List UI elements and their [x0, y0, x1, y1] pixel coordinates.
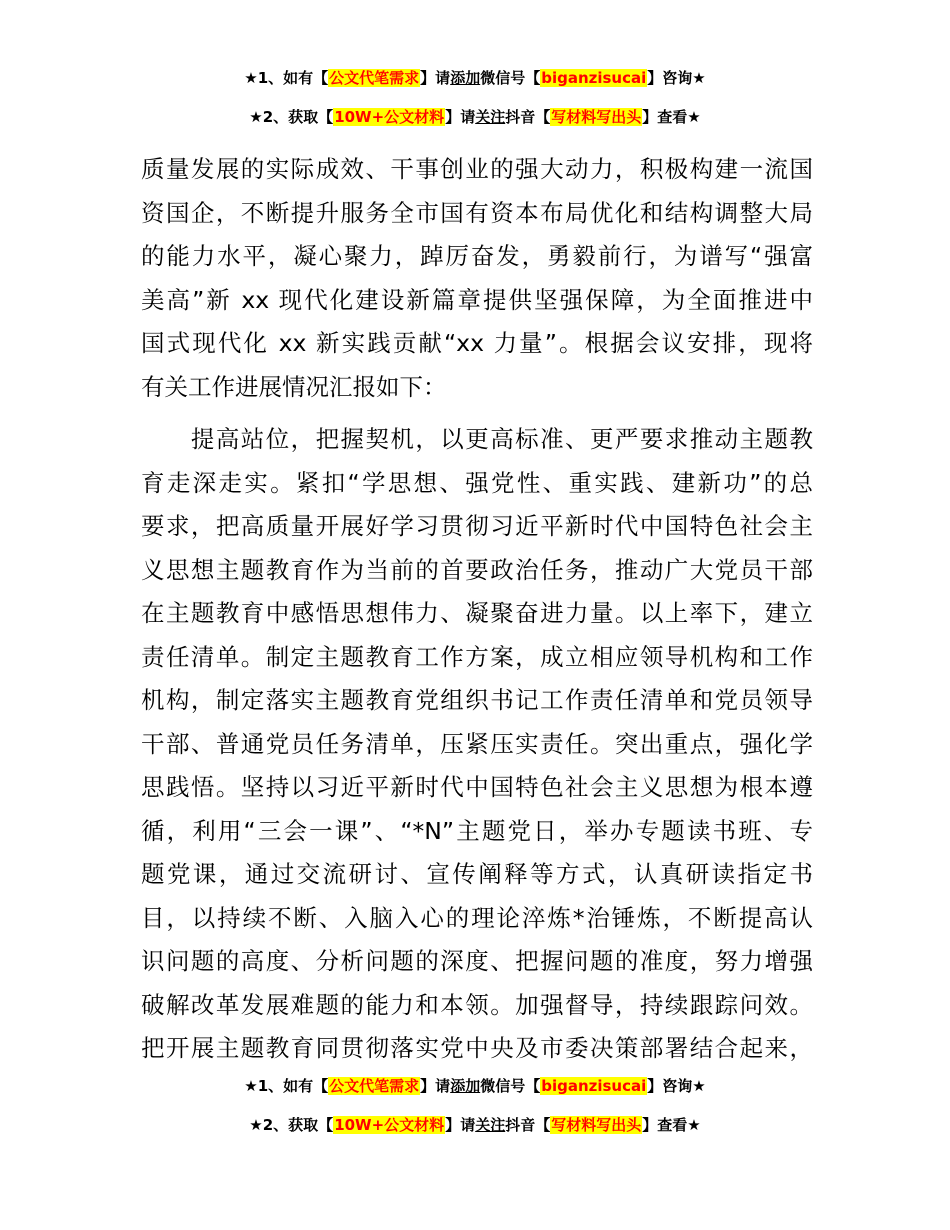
text-line: 责任清单。制定主题教育工作方案，成立相应领导机构和工作: [141, 642, 813, 671]
text-line: 在主题教育中感悟思想伟力、凝聚奋进力量。以上率下，建立: [141, 599, 813, 627]
promo-highlight-wechat-id: biganzisucai: [541, 1077, 647, 1095]
text-line: 质量发展的实际成效、干事创业的强大动力，积极构建一流国: [141, 155, 813, 183]
text-line: 循，利用“三会一课”、“*N”主题党日，举办专题读书班、专: [141, 816, 813, 845]
promo-highlight-materials: 10W+公文材料: [334, 1116, 445, 1134]
text-line: 有关工作进展情况汇报如下：: [141, 372, 447, 401]
text-line: 的能力水平，凝心聚力，踔厉奋发，勇毅前行，为谱写“强富: [141, 242, 813, 270]
promo-text: 抖音【: [505, 1116, 551, 1134]
text-line: 育走深走实。紧扣“学思想、强党性、重实践、建新功”的总: [141, 468, 813, 497]
header-promo-line-1: [0, 67, 950, 89]
text-line: 破解改革发展难题的能力和本领。加强督导，持续跟踪问效。: [141, 990, 813, 1019]
promo-text: 】请: [420, 1077, 451, 1095]
text-line: 美高”新 xx 现代化建设新篇章提供坚强保障，为全面推进中: [141, 285, 813, 314]
promo-prefix: ★1、如有【: [244, 69, 329, 87]
text-line: 提高站位，把握契机，以更高标准、更严要求推动主题教: [141, 425, 813, 453]
promo-underlined-text: 添加: [450, 1077, 481, 1095]
body-paragraph-2: [141, 418, 813, 1071]
promo-text: 抖音【: [505, 108, 551, 126]
promo-suffix: 】咨询★: [647, 1077, 706, 1095]
promo-suffix: 】查看★: [642, 108, 701, 126]
promo-suffix: 】查看★: [642, 1116, 701, 1134]
text-line: 要求，把高质量开展好学习贯彻习近平新时代中国特色社会主: [141, 512, 813, 540]
promo-text: 】请: [445, 1116, 476, 1134]
text-line: 义思想主题教育作为当前的首要政治任务，推动广大党员干部: [141, 555, 813, 584]
text-line: 干部、普通党员任务清单，压紧压实责任。突出重点，强化学: [141, 729, 813, 758]
promo-text: 】请: [445, 108, 476, 126]
promo-highlight-service: 公文代笔需求: [329, 69, 420, 87]
promo-underlined-text: 关注: [475, 108, 506, 126]
promo-prefix: ★2、获取【: [249, 1116, 334, 1134]
promo-underlined-text: 关注: [475, 1116, 506, 1134]
text-line: 目，以持续不断、入脑入心的理论淬炼*治锤炼，不断提高认: [141, 903, 813, 932]
text-line: 识问题的高度、分析问题的深度、把握问题的准度，努力增强: [141, 947, 813, 975]
footer-promo-line-2: [0, 1114, 950, 1136]
promo-text: 微信号【: [480, 1077, 541, 1095]
promo-prefix: ★2、获取【: [249, 108, 334, 126]
footer-promo-line-1: [0, 1075, 950, 1097]
promo-text: 微信号【: [480, 69, 541, 87]
promo-highlight-douyin-account: 写材料写出头: [551, 1116, 642, 1134]
header-promo-line-2: [0, 106, 950, 128]
promo-highlight-wechat-id: biganzisucai: [541, 69, 647, 87]
promo-text: 】请: [420, 69, 451, 87]
promo-highlight-service: 公文代笔需求: [329, 1077, 420, 1095]
promo-highlight-materials: 10W+公文材料: [334, 108, 445, 126]
text-line: 把开展主题教育同贯彻落实党中央及市委决策部署结合起来，: [141, 1034, 813, 1062]
text-line: 机构，制定落实主题教育党组织书记工作责任清单和党员领导: [141, 686, 813, 714]
text-line: 国式现代化 xx 新实践贡献“xx 力量”。根据会议安排，现将: [141, 329, 813, 357]
promo-suffix: 】咨询★: [647, 69, 706, 87]
text-line: 题党课，通过交流研讨、宣传阐释等方式，认真研读指定书: [141, 860, 813, 888]
promo-highlight-douyin-account: 写材料写出头: [551, 108, 642, 126]
text-line: 资国企，不断提升服务全市国有资本布局优化和结构调整大局: [141, 198, 813, 227]
body-paragraph-1: [141, 148, 813, 409]
promo-underlined-text: 添加: [450, 69, 481, 87]
text-line: 思践悟。坚持以习近平新时代中国特色社会主义思想为根本遵: [141, 773, 813, 801]
promo-prefix: ★1、如有【: [244, 1077, 329, 1095]
